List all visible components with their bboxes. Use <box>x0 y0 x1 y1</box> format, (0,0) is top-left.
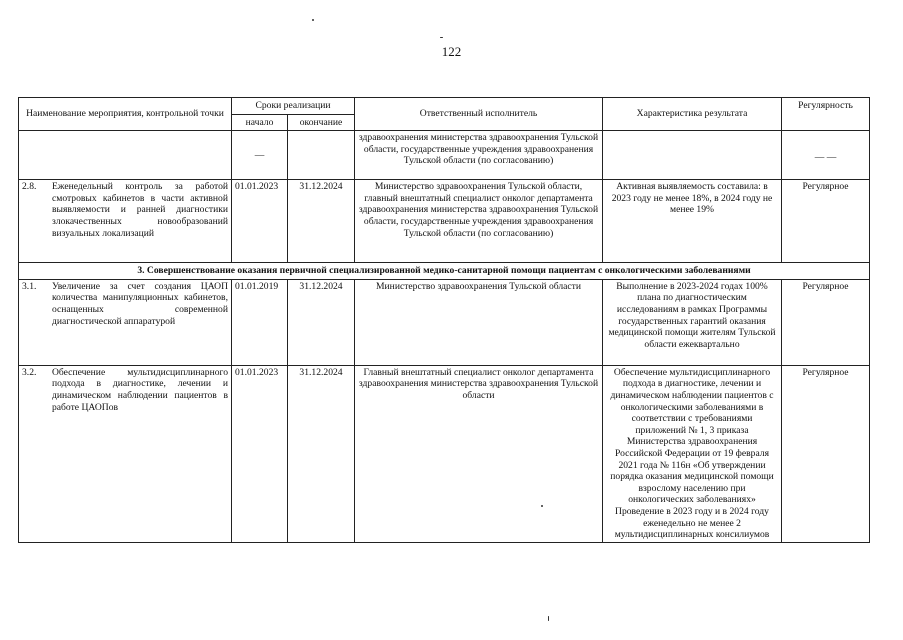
cell-executor: здравоохранения министерства здравоохранения Тульской области, государственные учреждения здравоохранения Тульской области (по согласованию) <box>355 131 603 180</box>
table-row <box>19 279 870 365</box>
cell-start-mark: — <box>232 131 288 180</box>
cell-regularity-mark: — — <box>782 131 870 180</box>
row-number: 2.8. <box>22 181 37 193</box>
table-header-row <box>19 98 870 115</box>
cell-result: Выполнение в 2023-2024 годах 100% плана по диагностическим исследованиям в рамках Программы государственных гарантий оказания медицинской помощи жителям Тульской области ежеквартально <box>603 279 782 365</box>
header-terms: Сроки реализации <box>232 98 355 115</box>
cell-name <box>19 279 232 365</box>
cell-name <box>19 180 232 263</box>
cell-empty <box>288 131 355 180</box>
header-name: Наименование мероприятия, контрольной точки <box>19 98 232 131</box>
row-number: 3.2. <box>22 366 37 378</box>
scan-speck <box>440 37 443 38</box>
section-title: 3. Совершенствование оказания первичной специализированной медико-санитарной помощи пациентам с онкологическими заболеваниями <box>19 263 870 280</box>
section-row <box>19 263 870 280</box>
cell-regularity: Регулярное <box>782 279 870 365</box>
measures-table <box>18 97 870 543</box>
header-start: начало <box>232 114 288 131</box>
table-row-continued <box>19 131 870 180</box>
cell-end: 31.12.2024 <box>288 365 355 542</box>
cell-start: 01.01.2023 <box>232 365 288 542</box>
header-end: окончание <box>288 114 355 131</box>
row-number: 3.1. <box>22 280 37 292</box>
cell-end: 31.12.2024 <box>288 180 355 263</box>
cell-empty <box>603 131 782 180</box>
cell-empty <box>19 131 232 180</box>
cell-result: Активная выявляемость составила: в 2023 году не менее 18%, в 2024 году не менее 19% <box>603 180 782 263</box>
cell-executor: Министерство здравоохранения Тульской области, главный внештатный специалист онколог департамента здравоохранения министерства здравоохранения Тульской области, государственные учреждения здравоохранения Тульской области (по согласованию) <box>355 180 603 263</box>
cell-executor: Министерство здравоохранения Тульской области <box>355 279 603 365</box>
header-executor: Ответственный исполнитель <box>355 98 603 131</box>
scan-speck <box>548 616 549 621</box>
cell-start: 01.01.2023 <box>232 180 288 263</box>
cell-executor: Главный внештатный специалист онколог департамента здравоохранения министерства здравоохранения Тульской области <box>355 365 603 542</box>
cell-end: 31.12.2024 <box>288 279 355 365</box>
scan-speck <box>312 19 314 21</box>
cell-start: 01.01.2019 <box>232 279 288 365</box>
cell-name <box>19 365 232 542</box>
cell-regularity: Регулярное <box>782 180 870 263</box>
header-regularity: Регулярность <box>782 98 870 131</box>
row-title: Обеспечение мультидисциплинарного подхода в диагностике, лечении и динамическом наблюдении пациентов в работе ЦАОПов <box>52 366 228 413</box>
table-row <box>19 365 870 542</box>
page-number: 122 <box>441 44 462 59</box>
row-title: Увеличение за счет создания ЦАОП количества манипуляционных кабинетов, оснащенных современной диагностической аппаратурой <box>52 280 228 327</box>
table-row <box>19 180 870 263</box>
header-result: Характеристика результата <box>603 98 782 131</box>
cell-result: Обеспечение мультидисциплинарного подхода в диагностике, лечении и динамическом наблюдении пациентов с онкологическими заболеваниями в соответствии с требованиями приложений № 1, 3 приказа Министерства здравоохранения Российской Федерации от 19 февраля 2021 года № 116н «Об утверждении порядка оказания медицинской помощи взрослому населению при онкологических заболеваниях» Проведение в 2023 году и в 2024 году еженедельно не менее 2 мультидисциплинарных консилиумов <box>603 365 782 542</box>
row-title: Еженедельный контроль за работой смотровых кабинетов в части активной выявляемости и ранней диагностики злокачественных новообразований визуальных локализаций <box>52 181 228 239</box>
cell-regularity: Регулярное <box>782 365 870 542</box>
